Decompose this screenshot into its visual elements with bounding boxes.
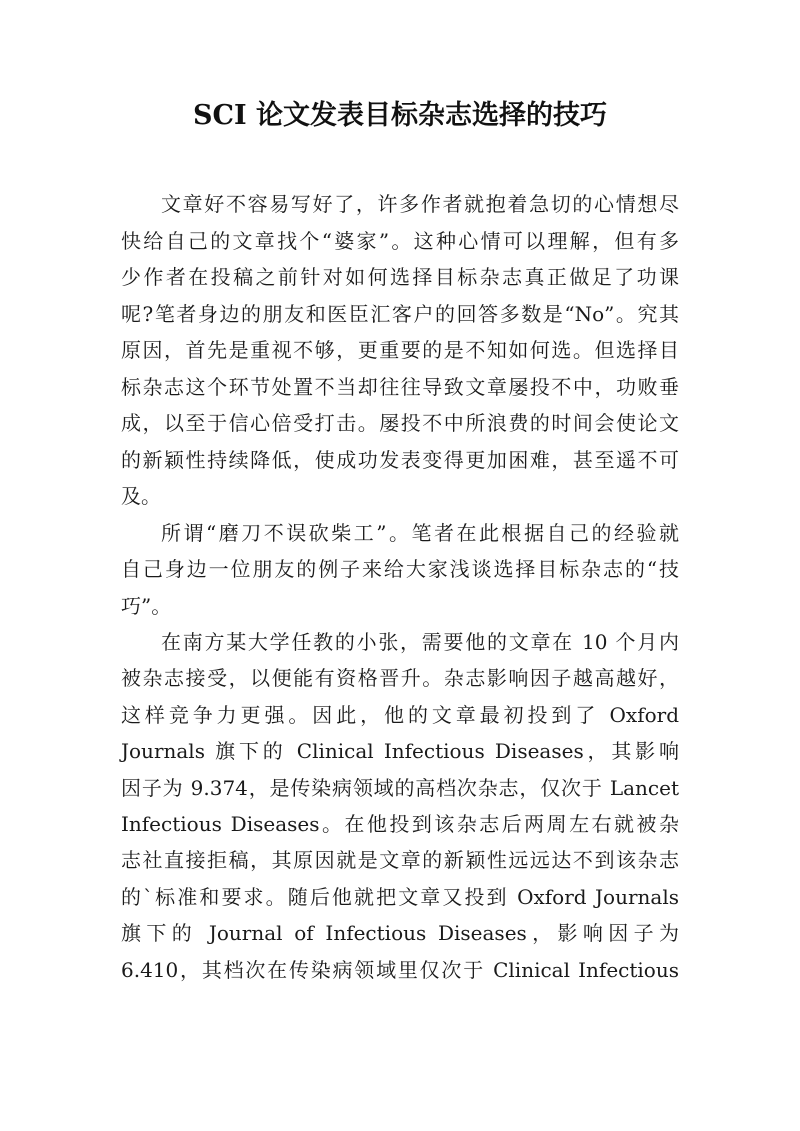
text-line: 旗下的 Journal of Infectious Diseases，影响因子为 (121, 921, 679, 946)
text-line: 这样竞争力更强。因此，他的文章最初投到了 Oxford (121, 702, 679, 727)
text-line: Infectious Diseases。在他投到该杂志后两周左右就被杂 (121, 811, 679, 836)
paragraph-2 (121, 515, 679, 625)
text-line: 成，以至于信心倍受打击。屡投不中所浪费的时间会使论文 (121, 411, 679, 435)
text-line: 及。 (121, 484, 161, 508)
text-line: 呢?笔者身边的朋友和医臣汇客户的回答多数是“No”。究其 (121, 301, 679, 326)
paragraph-3 (121, 624, 679, 988)
text-line: 所谓“磨刀不误砍柴工”。笔者在此根据自己的经验就 (161, 520, 679, 545)
document-body (121, 186, 679, 988)
paragraph-1 (121, 186, 679, 515)
text-line: 被杂志接受，以便能有资格晋升。杂志影响因子越高越好， (121, 666, 679, 691)
text-line: 少作者在投稿之前针对如何选择目标杂志真正做足了功课 (121, 265, 679, 289)
text-line: 的新颖性持续降低，使成功发表变得更加困难，甚至遥不可 (121, 447, 679, 472)
text-line: 标杂志这个环节处置不当却往往导致文章屡投不中，功败垂 (121, 374, 679, 399)
text-line: 快给自己的文章找个“婆家”。这种心情可以理解，但有多 (121, 228, 679, 253)
text-line: 因子为 9.374，是传染病领域的高档次杂志，仅次于 Lancet (121, 775, 679, 800)
text-line: 在南方某大学任教的小张，需要他的文章在 10 个月内 (161, 630, 679, 654)
text-line: 巧”。 (121, 593, 172, 618)
text-line: 6.410，其档次在传染病领域里仅次于 Clinical Infectious (121, 957, 679, 982)
document-title: SCI 论文发表目标杂志选择的技巧 (192, 100, 608, 131)
text-line: 文章好不容易写好了，许多作者就抱着急切的心情想尽 (161, 192, 679, 216)
text-line: 的`标准和要求。随后他就把文章又投到 Oxford Journals (121, 884, 679, 909)
text-line: 原因，首先是重视不够，更重要的是不知如何选。但选择目 (121, 338, 679, 362)
text-line: Journals 旗下的 Clinical Infectious Diseases，其影响 (121, 739, 679, 764)
text-line: 自己身边一位朋友的例子来给大家浅谈选择目标杂志的“技 (121, 557, 679, 581)
text-line: 志社直接拒稿，其原因就是文章的新颖性远远达不到该杂志 (121, 848, 679, 873)
